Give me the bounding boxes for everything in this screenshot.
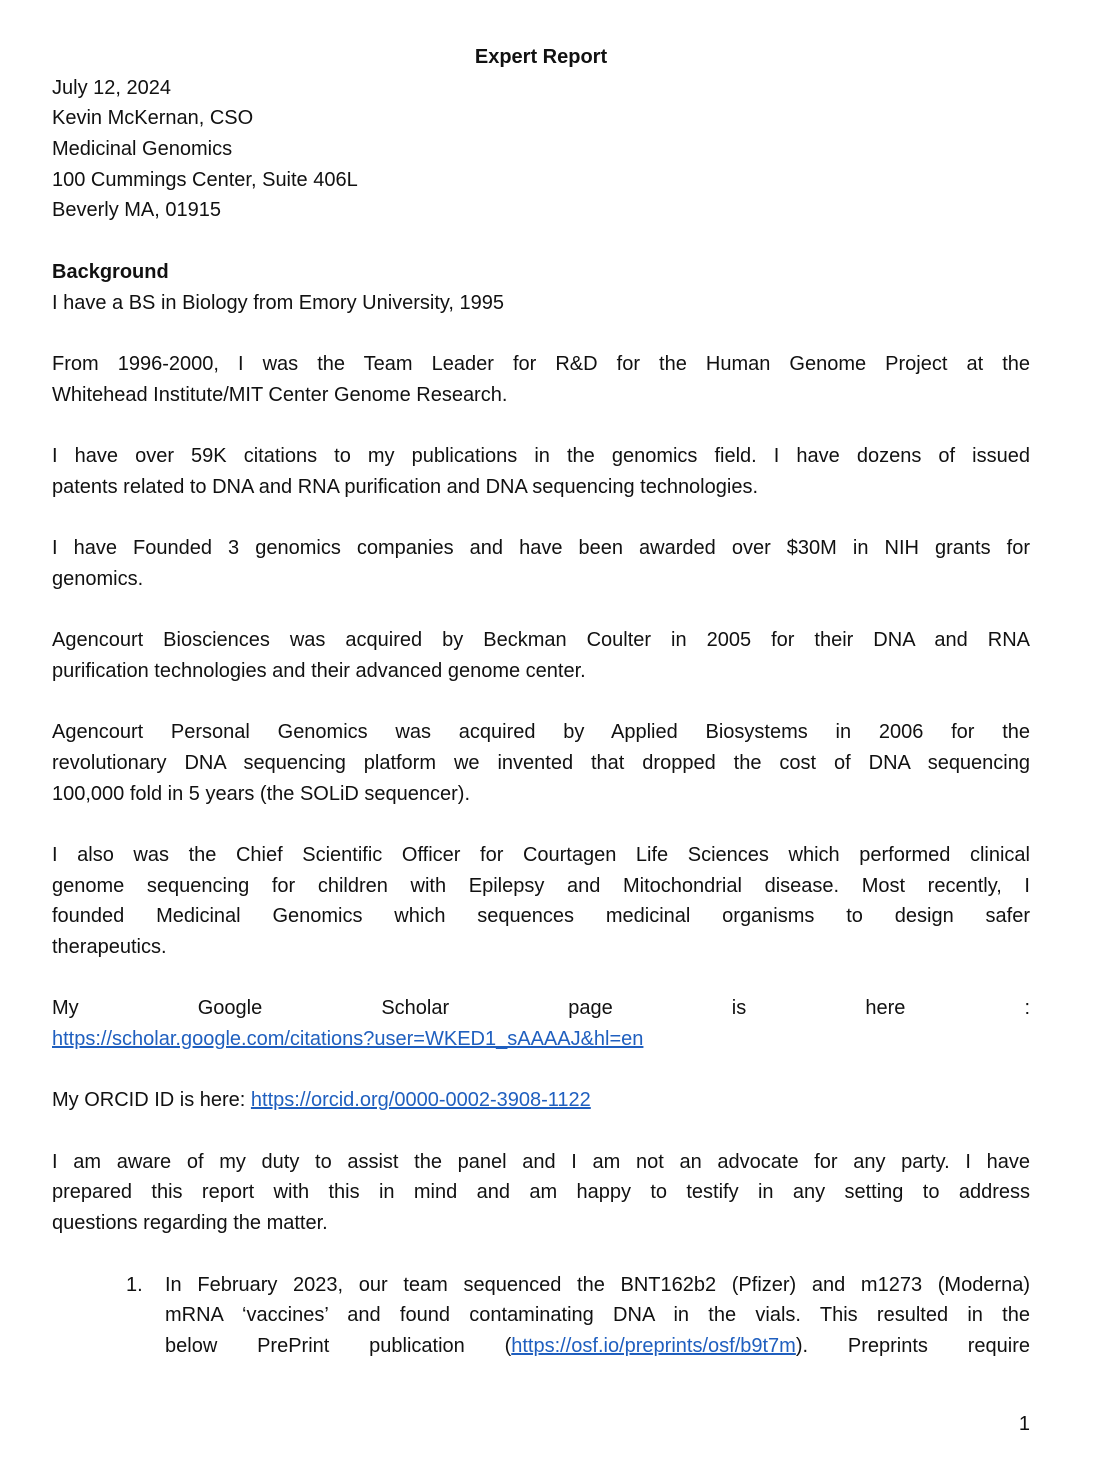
hyperlink[interactable]: https://osf.io/preprints/osf/b9t7m: [511, 1334, 796, 1357]
text-span: I have over 59K citations to my publications in the genomics field. I have dozens of issued: [52, 444, 1030, 467]
text-line: [52, 779, 1030, 810]
text-line: [52, 288, 1030, 319]
text-span: In February 2023, our team sequenced the BNT162b2 (Pfizer) and m1273 (Moderna): [165, 1273, 1030, 1296]
text-span: Whitehead Institute/MIT Center Genome Research.: [52, 383, 508, 406]
paragraph: [52, 288, 1030, 319]
text-span: revolutionary DNA sequencing platform we invented that dropped the cost of DNA sequencing: [52, 751, 1030, 774]
text-span: ). Preprints require: [795, 1334, 1030, 1357]
text-line: [52, 993, 1030, 1024]
text-span: patents related to DNA and RNA purification and DNA sequencing technologies.: [52, 475, 758, 498]
paragraph: [52, 349, 1030, 410]
report-body: [52, 288, 1030, 1362]
text-line: [52, 656, 1030, 687]
paragraph: [52, 533, 1030, 594]
text-line: [52, 1024, 1030, 1055]
text-line: [52, 1085, 1030, 1116]
text-line: [52, 1208, 1030, 1239]
text-line: [165, 1270, 1030, 1301]
document-page: [52, 42, 1030, 1362]
header-line: Kevin McKernan, CSO: [52, 107, 254, 130]
text-span: Agencourt Personal Genomics was acquired by Applied Biosystems in 2006 for the: [52, 721, 1030, 744]
paragraph: [52, 717, 1030, 809]
text-line: [52, 349, 1030, 380]
text-span: I have Founded 3 genomics companies and have been awarded over $30M in NIH grants for: [52, 537, 1030, 559]
text-line: [52, 472, 1030, 503]
text-line: [165, 1331, 1030, 1362]
text-span: My ORCID ID is here:: [52, 1089, 251, 1112]
text-span: genomics.: [52, 567, 144, 590]
text-span: founded Medicinal Genomics which sequences medicinal organisms to design safer: [52, 905, 1030, 928]
numbered-list-item: [52, 1270, 1030, 1362]
letter-header: [52, 73, 1030, 226]
header-line: Beverly MA, 01915: [52, 199, 221, 222]
text-line: [52, 1177, 1030, 1208]
text-line: [52, 441, 1030, 472]
paragraph: [52, 625, 1030, 686]
text-line: [52, 380, 1030, 411]
paragraph: [52, 1085, 1030, 1116]
hyperlink[interactable]: https://orcid.org/0000-0002-3908-1122: [250, 1089, 591, 1112]
text-span: below PrePrint publication (: [165, 1334, 512, 1357]
text-line: [52, 717, 1030, 748]
text-line: [52, 1147, 1030, 1178]
list-marker: 1.: [126, 1273, 143, 1296]
background-heading: Background: [52, 260, 169, 283]
text-span: genome sequencing for children with Epilepsy and Mitochondrial disease. Most recently, I: [52, 874, 1030, 897]
paragraph: [52, 993, 1030, 1054]
header-line: 100 Cummings Center, Suite 406L: [52, 168, 358, 191]
text-span: I have a BS in Biology from Emory University, 1995: [52, 291, 505, 314]
report-title: Expert Report: [474, 46, 608, 68]
text-line: [52, 564, 1030, 595]
header-line: July 12, 2024: [52, 76, 171, 99]
paragraph: [52, 840, 1030, 963]
paragraph: [52, 1147, 1030, 1239]
text-line: [52, 625, 1030, 656]
text-line: [52, 840, 1030, 871]
header-line: Medicinal Genomics: [52, 138, 233, 161]
paragraph: [52, 441, 1030, 502]
text-line: [165, 1300, 1030, 1331]
text-span: therapeutics.: [52, 935, 167, 958]
text-span: From 1996-2000, I was the Team Leader for R&D for the Human Genome Project at the: [52, 352, 1030, 375]
text-span: questions regarding the matter.: [52, 1212, 328, 1235]
text-span: purification technologies and their advanced genome center.: [52, 659, 586, 682]
text-span: My Google Scholar page is here :: [52, 997, 1030, 1020]
text-span: prepared this report with this in mind and am happy to testify in any setting to address: [52, 1181, 1030, 1204]
text-line: [52, 748, 1030, 779]
text-line: [52, 871, 1030, 902]
text-line: [52, 932, 1030, 963]
text-span: Agencourt Biosciences was acquired by Beckman Coulter in 2005 for their DNA and RNA: [52, 629, 1030, 652]
text-span: 100,000 fold in 5 years (the SOLiD sequencer).: [52, 782, 471, 805]
text-line: [52, 901, 1030, 932]
text-span: mRNA ‘vaccines’ and found contaminating DNA in the vials. This resulted in the: [165, 1304, 1030, 1327]
text-span: I am aware of my duty to assist the panel and I am not an advocate for any party. I have: [52, 1150, 1030, 1173]
text-span: I also was the Chief Scientific Officer for Courtagen Life Sciences which performed clinical: [52, 843, 1030, 866]
hyperlink[interactable]: https://scholar.google.com/citations?user=WKED1_sAAAAJ&hl=en: [52, 1028, 644, 1050]
page-number: 1: [1018, 1413, 1030, 1435]
text-line: [52, 533, 1030, 564]
